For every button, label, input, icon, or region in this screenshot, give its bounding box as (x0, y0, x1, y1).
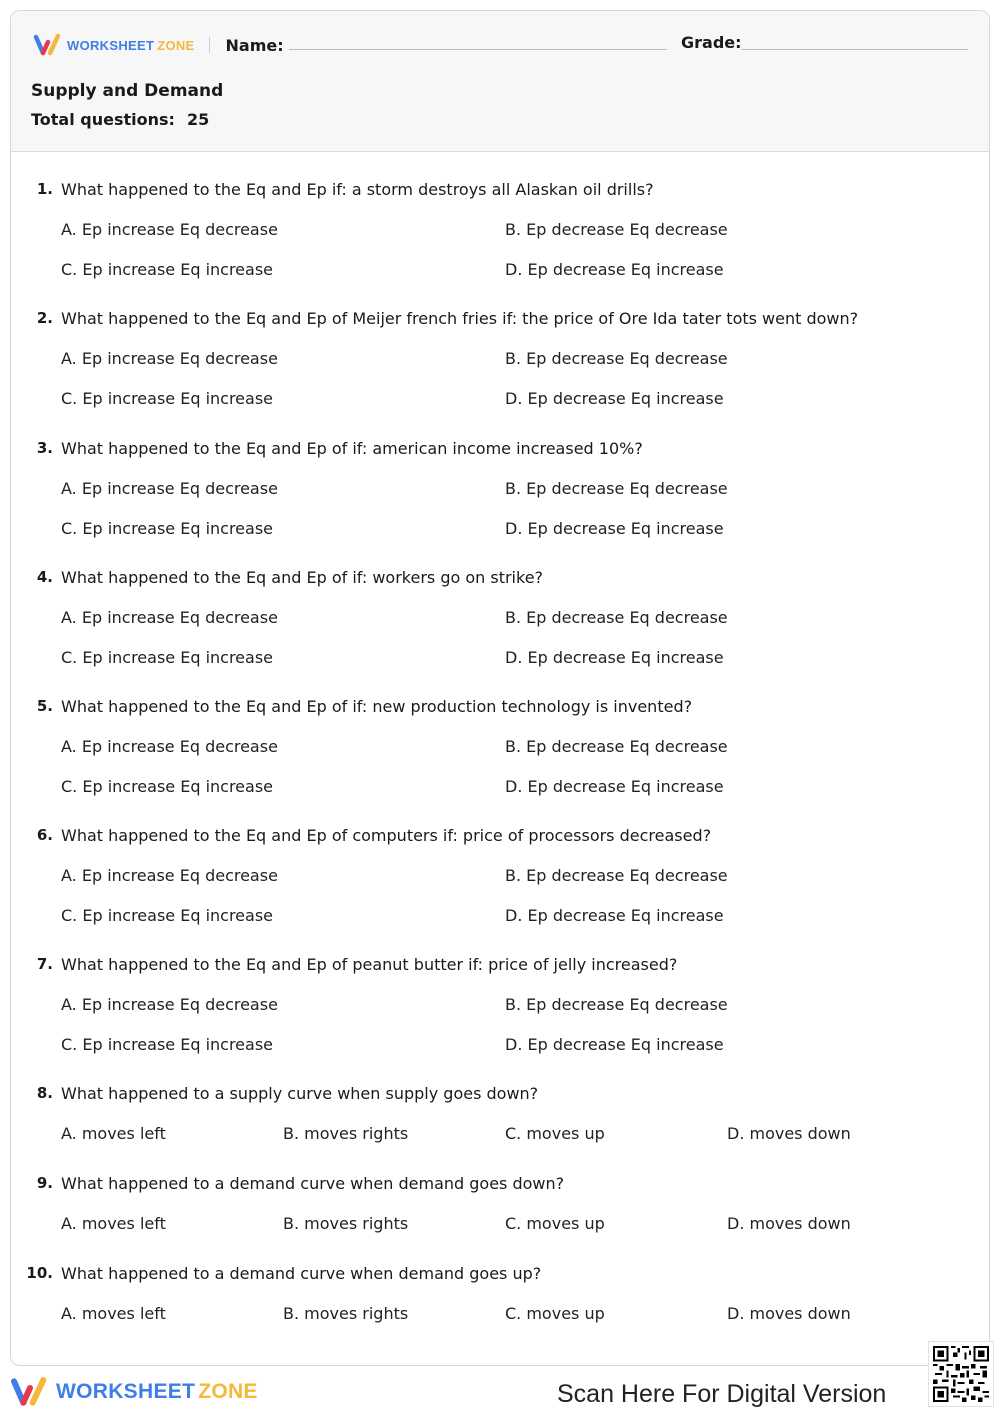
answer-option-a[interactable]: A. Ep increase Eq decrease (61, 608, 278, 627)
question-text: What happened to the Eq and Ep if: a storm destroys all Alaskan oil drills? (61, 180, 654, 199)
answer-option-a[interactable]: A. moves left (61, 1214, 166, 1233)
qr-code-icon[interactable] (928, 1341, 994, 1407)
grade-label: Grade: (681, 33, 742, 52)
question-number: 8. (36, 1084, 53, 1102)
answer-option-c[interactable]: C. Ep increase Eq increase (61, 777, 274, 796)
answer-option-c[interactable]: C. Ep increase Eq increase (61, 648, 274, 667)
question-number: 7. (36, 955, 53, 973)
answer-option-c[interactable]: C. Ep increase Eq increase (61, 519, 274, 538)
answer-option-a[interactable]: A. moves left (61, 1304, 166, 1323)
answer-option-a[interactable]: A. Ep increase Eq decrease (61, 995, 278, 1014)
answer-option-c[interactable]: C. Ep increase Eq increase (61, 260, 274, 279)
answer-option-a[interactable]: A. moves left (61, 1124, 166, 1143)
answer-option-d[interactable]: D. Ep decrease Eq increase (505, 389, 724, 408)
answer-option-d[interactable]: D. Ep decrease Eq increase (505, 1035, 724, 1054)
answer-option-d[interactable]: D. Ep decrease Eq increase (505, 519, 724, 538)
answer-option-a[interactable]: A. Ep increase Eq decrease (61, 866, 278, 885)
name-label: Name: (225, 35, 284, 55)
answer-option-b[interactable]: B. Ep decrease Eq decrease (505, 737, 728, 756)
answer-option-d[interactable]: D. Ep decrease Eq increase (505, 260, 724, 279)
worksheet-header (11, 11, 989, 152)
total-count: 25 (186, 110, 210, 129)
divider (209, 37, 210, 53)
question-text: What happened to the Eq and Ep of if: workers go on strike? (61, 568, 544, 587)
answer-option-c[interactable]: C. Ep increase Eq increase (61, 389, 274, 408)
question-number: 1. (36, 180, 53, 198)
question-text: What happened to a demand curve when demand goes down? (61, 1174, 565, 1193)
question-number: 2. (36, 309, 53, 327)
answer-option-b[interactable]: B. Ep decrease Eq decrease (505, 608, 728, 627)
answer-option-d[interactable]: D. moves down (727, 1214, 851, 1233)
answer-option-b[interactable]: B. Ep decrease Eq decrease (505, 866, 728, 885)
answer-option-d[interactable]: D. Ep decrease Eq increase (505, 777, 724, 796)
answer-option-b[interactable]: B. Ep decrease Eq decrease (505, 220, 728, 239)
brand-wordmark: WORKSHEET ZONE (67, 37, 195, 53)
brand-wordmark: WORKSHEET ZONE (56, 1380, 258, 1403)
grade-field[interactable] (741, 49, 968, 50)
total-questions: Total questions: 25 (31, 110, 210, 129)
question-number: 9. (36, 1174, 53, 1192)
answer-option-a[interactable]: A. Ep increase Eq decrease (61, 737, 278, 756)
question-text: What happened to a supply curve when supply goes down? (61, 1084, 539, 1103)
worksheet (10, 10, 990, 1366)
answer-option-c[interactable]: C. moves up (505, 1304, 605, 1323)
answer-option-b[interactable]: B. Ep decrease Eq decrease (505, 995, 728, 1014)
name-field[interactable] (289, 49, 667, 50)
worksheet-zone-logo-icon (33, 33, 63, 57)
worksheet-zone-logo-icon (10, 1376, 50, 1408)
answer-option-b[interactable]: B. moves rights (283, 1124, 409, 1143)
scan-caption: Scan Here For Digital Version (557, 1380, 887, 1408)
qr-pattern (933, 1346, 989, 1402)
question-number: 10. (26, 1264, 53, 1282)
answer-option-b[interactable]: B. Ep decrease Eq decrease (505, 349, 728, 368)
question-text: What happened to the Eq and Ep of if: american income increased 10%? (61, 439, 643, 458)
answer-option-d[interactable]: D. moves down (727, 1304, 851, 1323)
answer-option-b[interactable]: B. moves rights (283, 1214, 409, 1233)
question-text: What happened to the Eq and Ep of Meijer french fries if: the price of Ore Ida tater tots went down? (61, 309, 859, 328)
question-number: 4. (36, 568, 53, 586)
answer-option-c[interactable]: C. moves up (505, 1124, 605, 1143)
answer-option-d[interactable]: D. Ep decrease Eq increase (505, 648, 724, 667)
answer-option-d[interactable]: D. moves down (727, 1124, 851, 1143)
question-number: 3. (36, 439, 53, 457)
question-number: 6. (36, 826, 53, 844)
question-text: What happened to the Eq and Ep of peanut butter if: price of jelly increased? (61, 955, 678, 974)
answer-option-a[interactable]: A. Ep increase Eq decrease (61, 349, 278, 368)
answer-option-b[interactable]: B. Ep decrease Eq decrease (505, 479, 728, 498)
question-text: What happened to the Eq and Ep of if: new production technology is invented? (61, 697, 693, 716)
answer-option-c[interactable]: C. Ep increase Eq increase (61, 1035, 274, 1054)
worksheet-title: Supply and Demand (31, 81, 224, 101)
footer-brand-logo (10, 1376, 258, 1408)
answer-option-c[interactable]: C. Ep increase Eq increase (61, 906, 274, 925)
answer-option-a[interactable]: A. Ep increase Eq decrease (61, 220, 278, 239)
brand-logo (33, 33, 284, 57)
question-text: What happened to a demand curve when demand goes up? (61, 1264, 542, 1283)
answer-option-a[interactable]: A. Ep increase Eq decrease (61, 479, 278, 498)
answer-option-d[interactable]: D. Ep decrease Eq increase (505, 906, 724, 925)
question-text: What happened to the Eq and Ep of computers if: price of processors decreased? (61, 826, 712, 845)
answer-option-b[interactable]: B. moves rights (283, 1304, 409, 1323)
question-number: 5. (36, 697, 53, 715)
answer-option-c[interactable]: C. moves up (505, 1214, 605, 1233)
